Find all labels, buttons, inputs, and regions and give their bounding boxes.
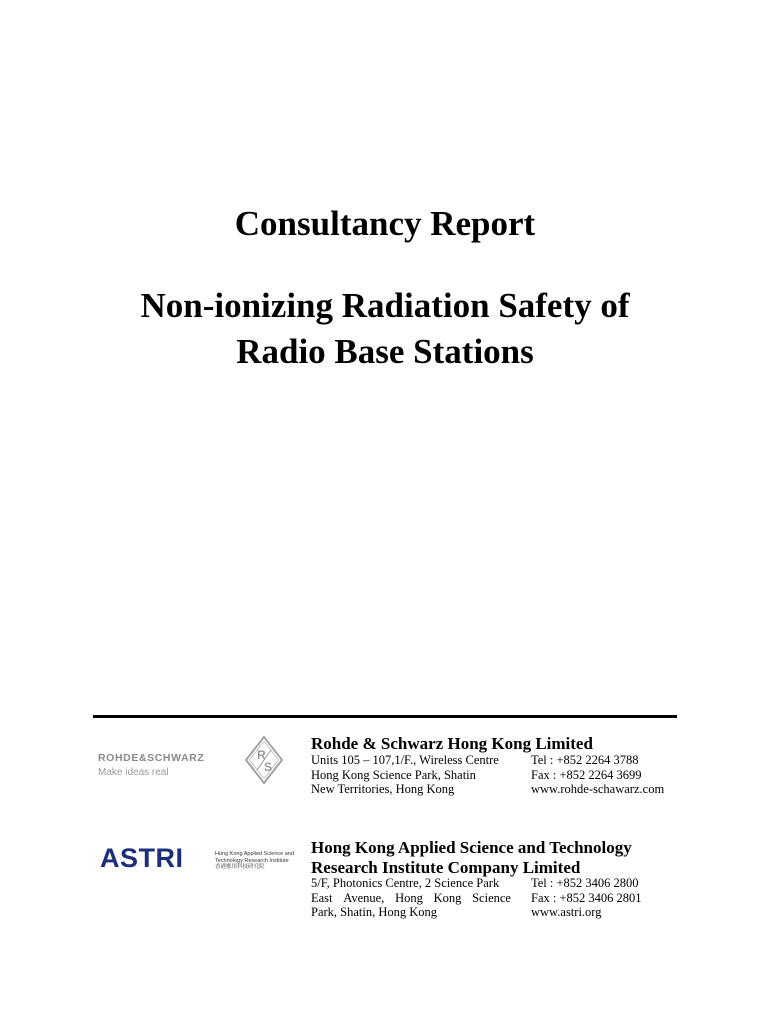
rohde-schwarz-name: Rohde & Schwarz Hong Kong Limited xyxy=(311,734,593,753)
address-line: Park, Shatin, Hong Kong xyxy=(311,905,438,919)
astri-name-line2: Research Institute Company Limited xyxy=(311,858,581,877)
rohde-schwarz-emblem-icon xyxy=(244,735,284,785)
astri-subtext-line: 香港應用科技研究院 xyxy=(215,864,265,870)
astri-name xyxy=(311,838,632,878)
astri-subtext-line: Technology Research Institute xyxy=(215,857,289,864)
rohde-schwarz-tagline: Make ideas real xyxy=(98,767,169,778)
astri-logo-subtext xyxy=(215,851,310,871)
address-line: Hong Kong Science Park, Shatin xyxy=(311,767,476,782)
address-word: Hong xyxy=(395,890,423,905)
fax: Fax : +852 2264 3699 xyxy=(531,767,642,782)
horizontal-rule xyxy=(93,715,677,718)
report-title: Consultancy Report xyxy=(234,204,536,243)
address-word: Kong xyxy=(433,890,462,905)
website: www.rohde-schawarz.com xyxy=(531,782,665,796)
address-word: Avenue, xyxy=(343,890,385,905)
address-word: Science xyxy=(472,890,511,905)
astri-address xyxy=(311,876,511,920)
astri-contact xyxy=(531,876,681,920)
rohde-schwarz-address xyxy=(311,753,511,797)
fax: Fax : +852 3406 2801 xyxy=(531,890,642,905)
address-line: Units 105 – 107,1/F., Wireless Centre xyxy=(311,753,499,767)
report-subtitle-line2: Radio Base Stations xyxy=(236,332,534,371)
phone: Tel : +852 3406 2800 xyxy=(531,876,639,890)
address-word: East xyxy=(311,890,333,905)
address-line: 5/F, Photonics Centre, 2 Science Park xyxy=(311,876,500,890)
address-line xyxy=(311,891,511,906)
astri-name-line1: Hong Kong Applied Science and Technology xyxy=(311,838,632,857)
address-line: New Territories, Hong Kong xyxy=(311,782,455,796)
phone: Tel : +852 2264 3788 xyxy=(531,753,639,767)
svg-text:S: S xyxy=(264,760,273,774)
rohde-schwarz-contact xyxy=(531,753,681,797)
astri-wordmark: ASTRI xyxy=(100,843,184,873)
website: www.astri.org xyxy=(531,905,602,919)
svg-text:R: R xyxy=(257,748,266,762)
rohde-schwarz-wordmark: ROHDE&SCHWARZ xyxy=(98,752,205,764)
report-subtitle-line1: Non-ionizing Radiation Safety of xyxy=(140,286,630,325)
astri-subtext-line: Hong Kong Applied Science and xyxy=(215,851,294,857)
